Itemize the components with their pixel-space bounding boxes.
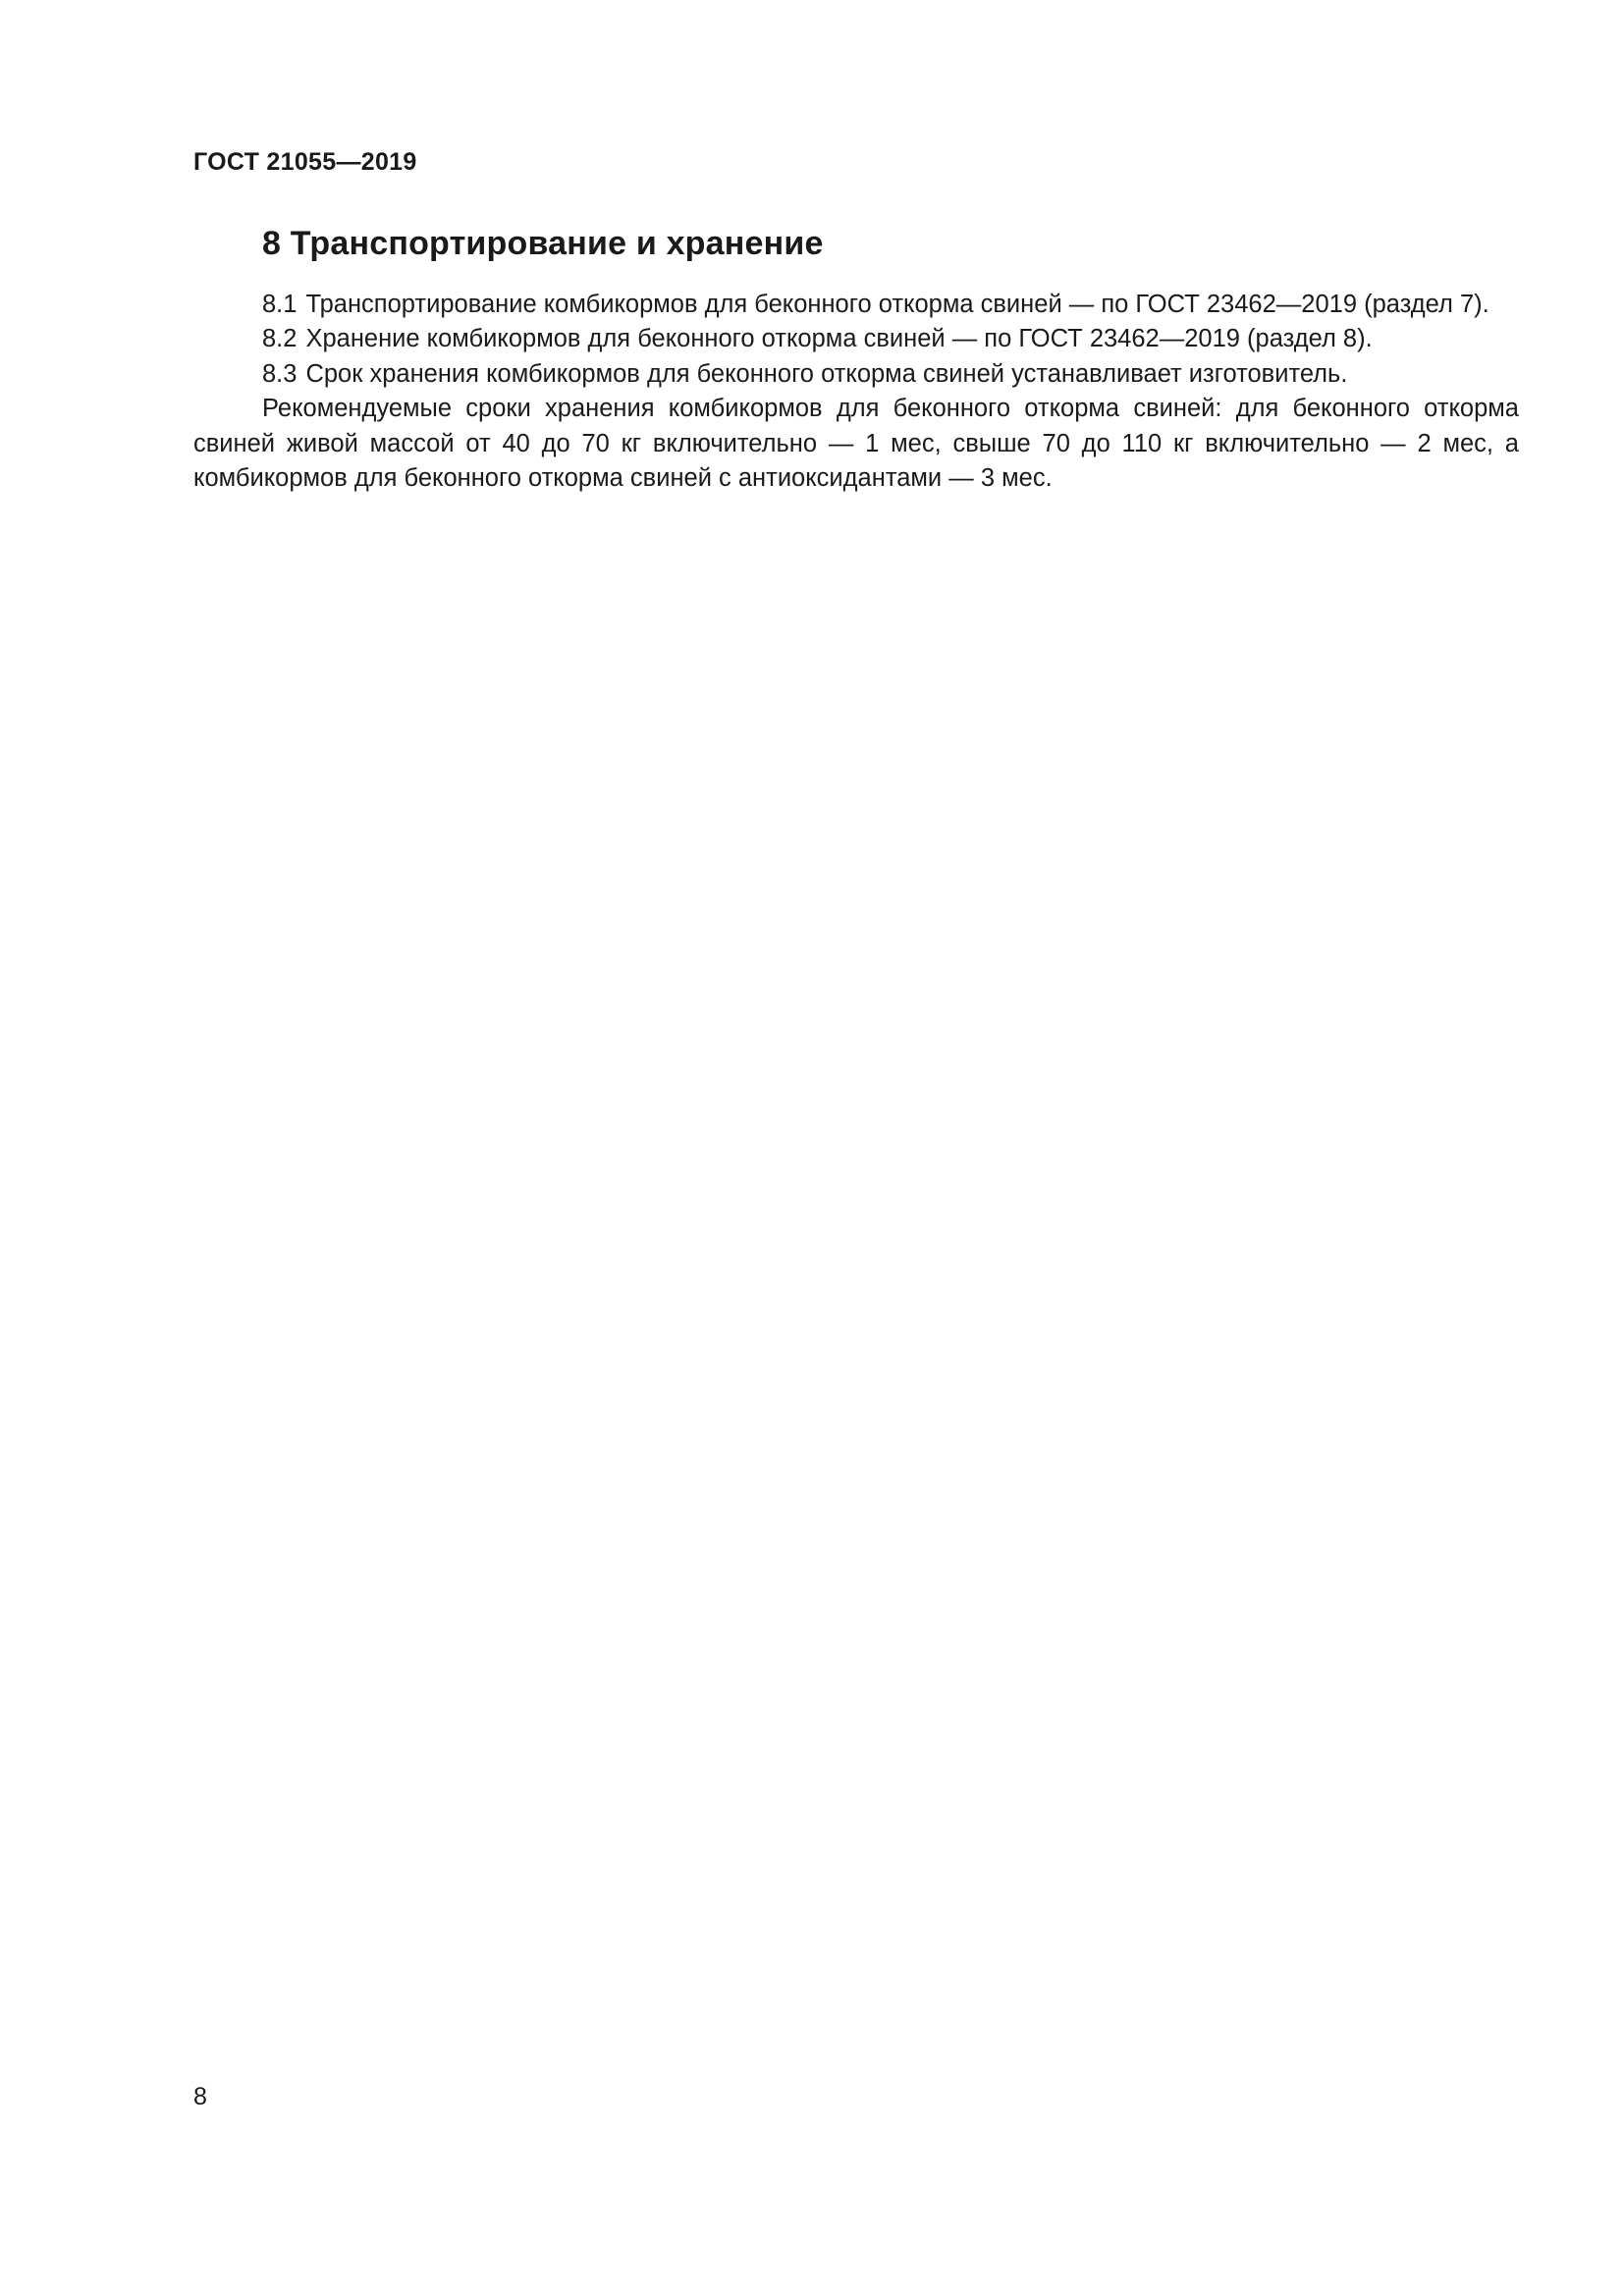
paragraph-number: 8.1: [262, 290, 298, 318]
paragraph-text: Рекомендуемые сроки хранения комбикормов для беконного откорма свиней: для беконного откорма свиней живой массой от 40 до 70 кг включительно — 1 мес, свыше 70 до 110 кг включительно — 2 мес, а комбикормов для беконного откорма свиней с антиоксидантами — 3 мес.: [193, 395, 1519, 493]
paragraph-8-1: [193, 288, 1519, 323]
section-body: [193, 288, 1519, 497]
paragraph-recommended-storage: [193, 392, 1519, 497]
document-id-header: ГОСТ 21055—2019: [193, 148, 417, 176]
paragraph-number: 8.3: [262, 359, 298, 388]
paragraph-text: Транспортирование комбикормов для беконного откорма свиней — по ГОСТ 23462—2019 (раздел 7).: [305, 290, 1489, 318]
paragraph-8-2: [193, 322, 1519, 357]
paragraph-number: 8.2: [262, 325, 298, 353]
page-number: 8: [193, 2083, 207, 2110]
paragraph-8-3: [193, 357, 1519, 393]
paragraph-text: Срок хранения комбикормов для беконного откорма свиней устанавливает изготовитель.: [305, 359, 1348, 388]
section-8: [193, 224, 1519, 497]
paragraph-text: Хранение комбикормов для беконного откорма свиней — по ГОСТ 23462—2019 (раздел 8).: [305, 325, 1373, 353]
section-title: 8 Транспортирование и хранение: [262, 225, 824, 262]
